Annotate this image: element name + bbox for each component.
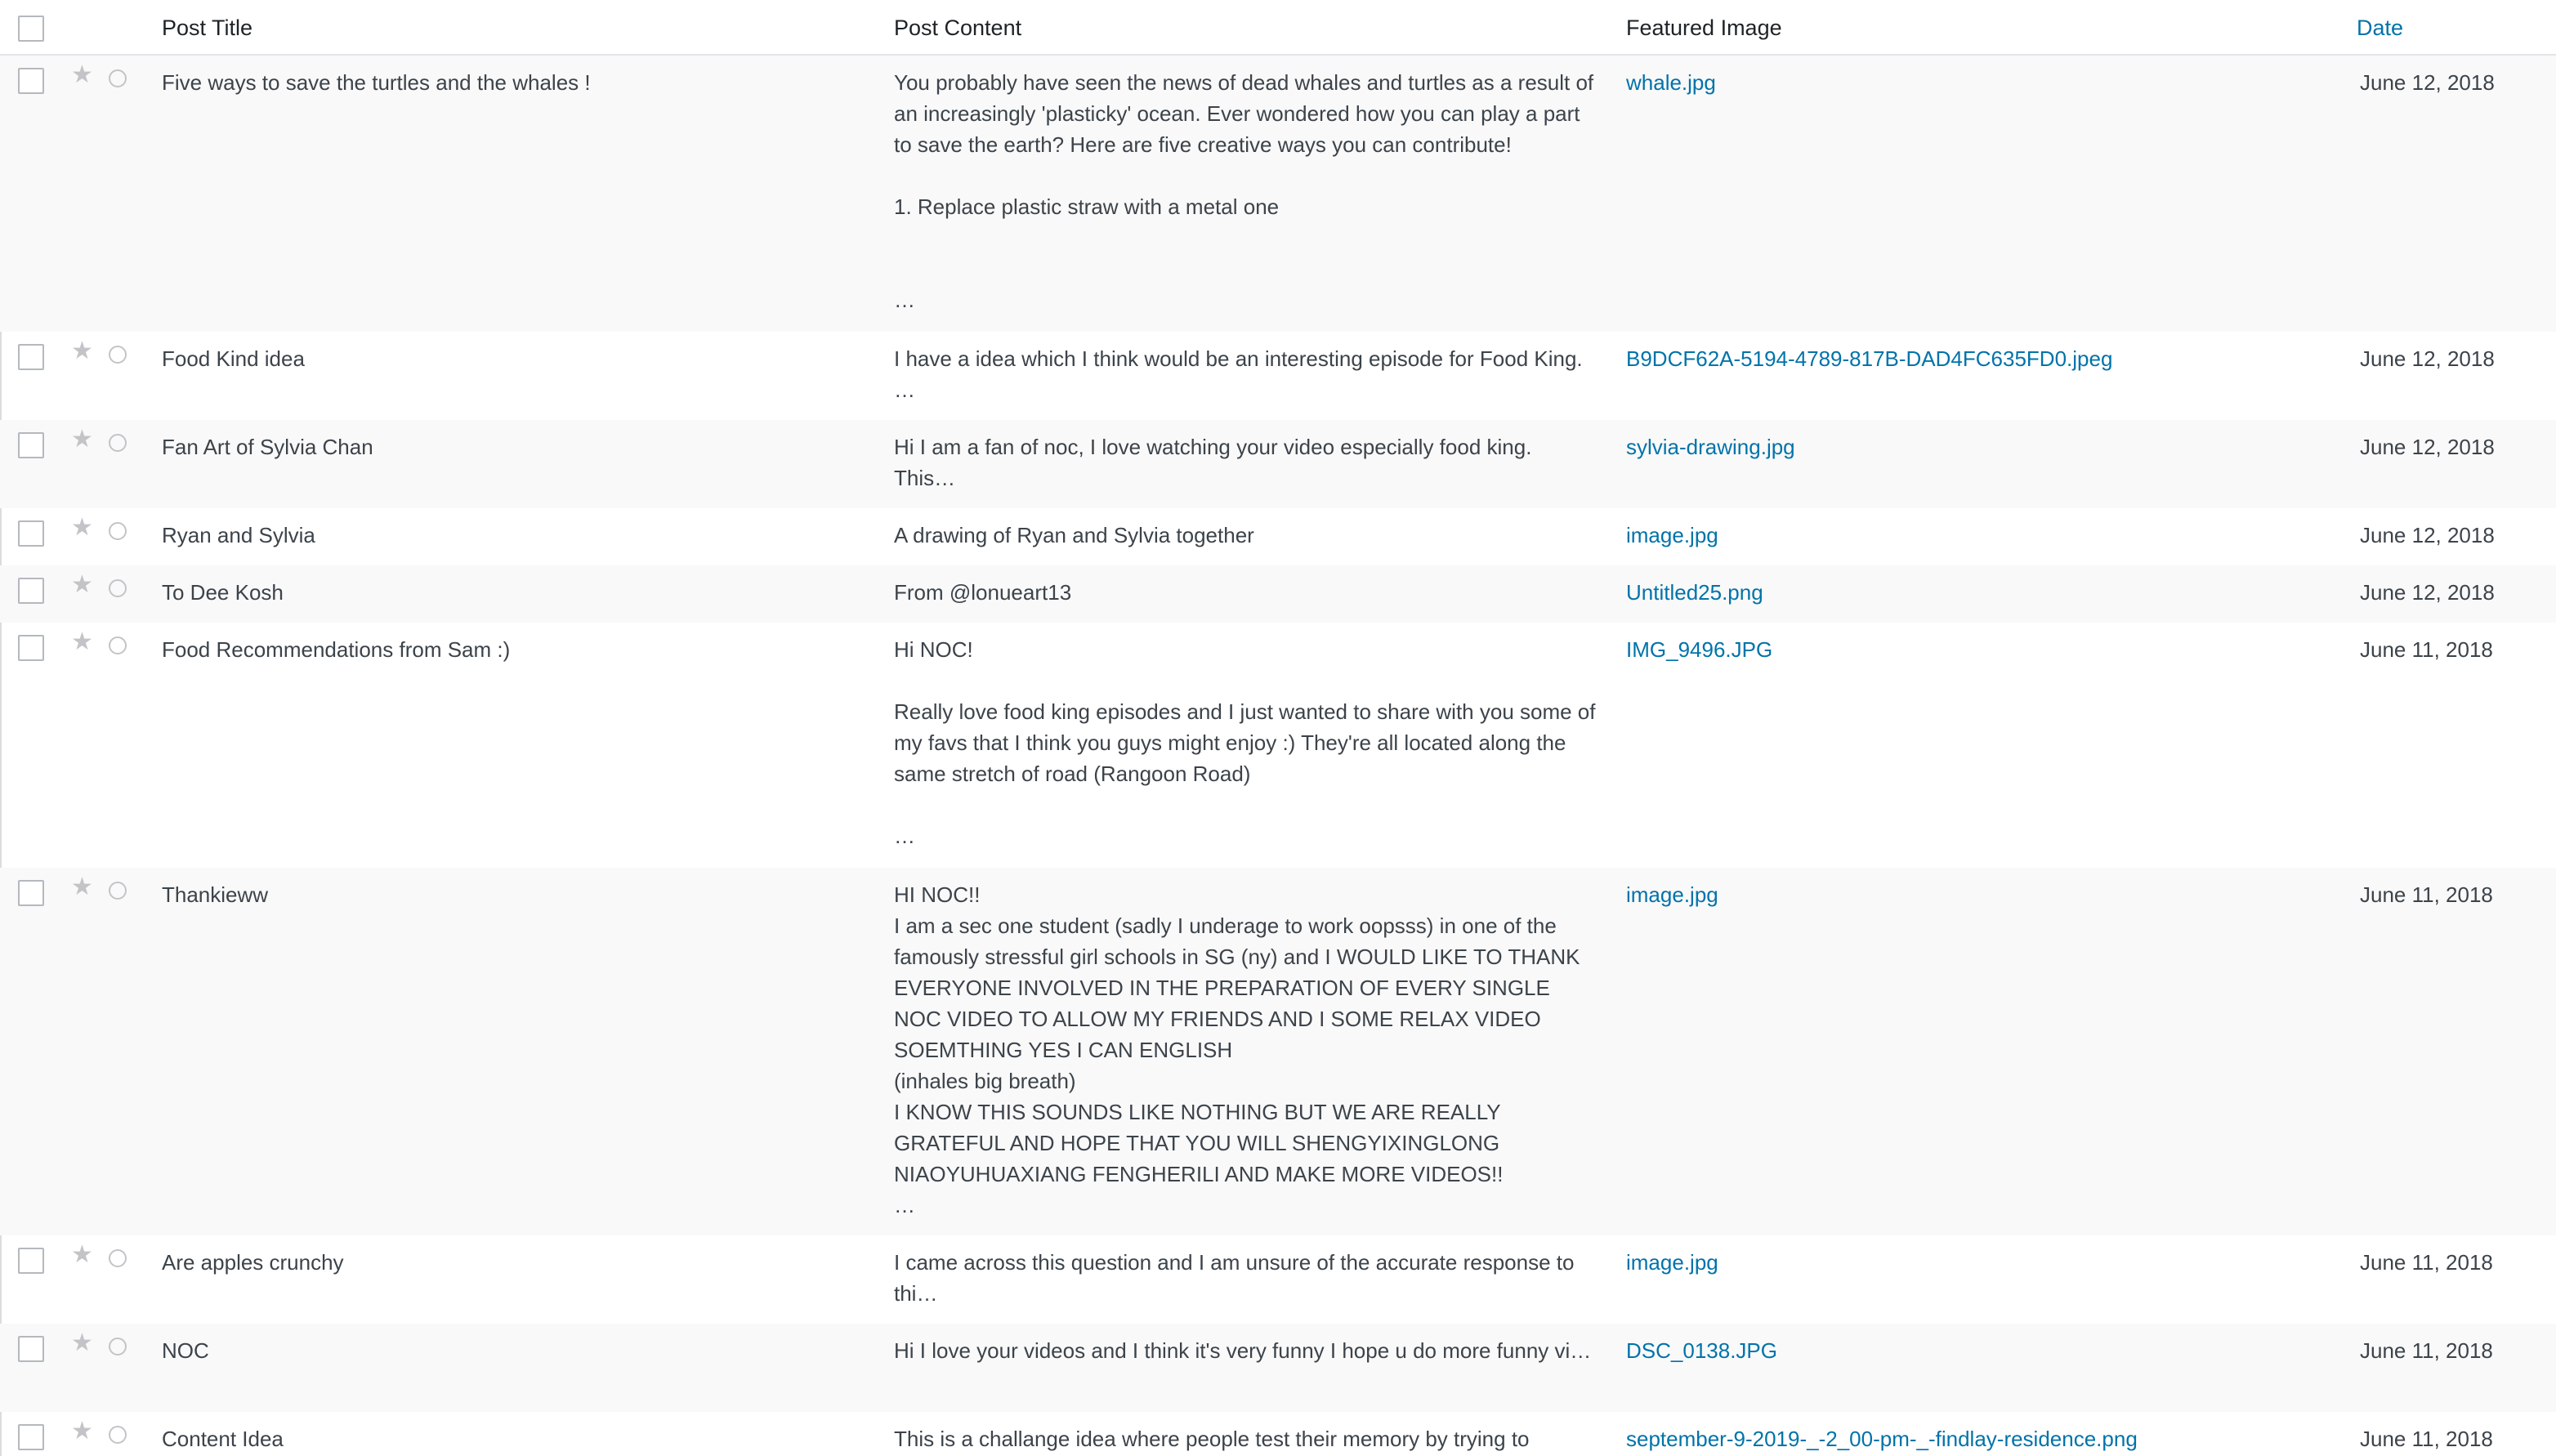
star-icon[interactable]: ★ (71, 628, 93, 655)
column-header-date-sort-link[interactable]: Date (2357, 16, 2404, 40)
table-row (0, 1412, 2556, 1456)
column-header-post-content: Post Content (894, 16, 1022, 40)
featured-image-link[interactable]: image.jpg (1626, 1250, 1718, 1275)
post-content: From @lonueart13 (894, 580, 1072, 605)
post-title: NOC (162, 1338, 209, 1363)
table-row (0, 420, 2556, 508)
circle-icon[interactable] (109, 522, 127, 540)
circle-icon[interactable] (109, 1426, 127, 1444)
circle-icon[interactable] (109, 882, 127, 900)
circle-icon[interactable] (109, 69, 127, 87)
post-content: A drawing of Ryan and Sylvia together (894, 523, 1254, 547)
star-icon[interactable]: ★ (71, 1241, 93, 1268)
post-title: Ryan and Sylvia (162, 523, 315, 547)
row-select-checkbox[interactable] (18, 578, 44, 604)
featured-image-link[interactable]: B9DCF62A-5194-4789-817B-DAD4FC635FD0.jpeg (1626, 346, 2113, 371)
post-title: Are apples crunchy (162, 1250, 344, 1275)
post-date: June 12, 2018 (2360, 523, 2495, 547)
post-date: June 11, 2018 (2360, 1338, 2493, 1363)
star-icon[interactable]: ★ (71, 514, 93, 541)
row-select-checkbox[interactable] (18, 1424, 44, 1450)
post-title: Thankieww (162, 882, 269, 907)
table-row (0, 565, 2556, 623)
post-title: Food Recommendations from Sam :) (162, 637, 511, 662)
star-icon[interactable]: ★ (71, 426, 93, 453)
featured-image-link[interactable]: whale.jpg (1626, 70, 1716, 95)
star-icon[interactable]: ★ (71, 61, 93, 88)
post-date: June 11, 2018 (2360, 637, 2493, 662)
post-date: June 12, 2018 (2360, 580, 2495, 605)
post-date: June 11, 2018 (2360, 1427, 2493, 1451)
post-content: I came across this question and I am unsure of the accurate response to thi… (894, 1250, 1580, 1306)
row-select-checkbox[interactable] (18, 344, 44, 370)
post-title: Food Kind idea (162, 346, 305, 371)
row-select-checkbox[interactable] (18, 635, 44, 661)
post-date: June 12, 2018 (2360, 346, 2495, 371)
table-row (0, 508, 2556, 565)
star-icon[interactable]: ★ (71, 1329, 93, 1356)
featured-image-link[interactable]: Untitled25.png (1626, 580, 1763, 605)
star-icon[interactable]: ★ (71, 337, 93, 364)
table-row (0, 332, 2556, 420)
post-date: June 11, 2018 (2360, 882, 2493, 907)
table-row (0, 1324, 2556, 1412)
row-select-checkbox[interactable] (18, 520, 44, 547)
post-title: To Dee Kosh (162, 580, 284, 605)
featured-image-link[interactable]: sylvia-drawing.jpg (1626, 435, 1795, 459)
post-content: HI NOC!! I am a sec one student (sadly I underage to work oopsss) in one of the famously stressful girl schools in SG (ny) and I WOULD LIKE TO THANK EVERYONE INVOLVED IN THE PREPARATION OF EVERY SINGLE NOC VIDEO TO ALLOW MY FRIENDS AND I SOME RELAX VIDEO SOEMTHING YES I CAN ENGLISH (inhales big breath) I KNOW THIS SOUNDS LIKE NOTHING BUT WE ARE REALLY GRATEFUL AND HOPE THAT YOU WILL SHENGYIXINGLONG NIAOYUHUAXIANG FENGHERILI AND MAKE MORE VIDEOS!! … (894, 882, 1580, 1217)
star-icon[interactable]: ★ (71, 873, 93, 900)
featured-image-link[interactable]: september-9-2019-_-2_00-pm-_-findlay-residence.png (1626, 1427, 2138, 1451)
row-select-checkbox[interactable] (18, 1336, 44, 1362)
featured-image-link[interactable]: DSC_0138.JPG (1626, 1338, 1777, 1363)
post-title: Content Idea (162, 1427, 284, 1451)
featured-image-link[interactable]: IMG_9496.JPG (1626, 637, 1773, 662)
post-content: Hi NOC! Really love food king episodes and I just wanted to share with you some of my favs that I think you guys might enjoy :) They're all located along the same stretch of road (Rangoon Road) … (894, 637, 1596, 848)
featured-image-link[interactable]: image.jpg (1626, 523, 1718, 547)
featured-image-link[interactable]: image.jpg (1626, 882, 1718, 907)
circle-icon[interactable] (109, 1338, 127, 1356)
table-row (0, 623, 2556, 868)
row-select-checkbox[interactable] (18, 432, 44, 458)
star-icon[interactable]: ★ (71, 1418, 93, 1445)
post-content: Hi I love your videos and I think it's very funny I hope u do more funny vi… (894, 1338, 1592, 1363)
table-header (0, 0, 2556, 56)
column-header-featured-image: Featured Image (1626, 16, 1782, 40)
post-content: You probably have seen the news of dead whales and turtles as a result of an increasingly 'plasticky' ocean. Ever wondered how you can play a part to save the earth? Here are five creative ways you can contribute! 1. Replace plastic straw with a metal one … (894, 70, 1594, 312)
circle-icon[interactable] (109, 346, 127, 364)
star-icon[interactable]: ★ (71, 571, 93, 598)
table-row (0, 56, 2556, 332)
circle-icon[interactable] (109, 636, 127, 654)
post-content: Hi I am a fan of noc, I love watching your video especially food king. This… (894, 435, 1538, 490)
row-select-checkbox[interactable] (18, 880, 44, 906)
post-content: This is a challange idea where people test their memory by trying to (894, 1427, 1530, 1451)
post-title: Fan Art of Sylvia Chan (162, 435, 373, 459)
row-select-checkbox[interactable] (18, 68, 44, 94)
column-header-post-title: Post Title (162, 16, 253, 40)
table-row (0, 1235, 2556, 1324)
post-title: Five ways to save the turtles and the whales ! (162, 70, 591, 95)
circle-icon[interactable] (109, 434, 127, 452)
post-date: June 12, 2018 (2360, 70, 2495, 95)
post-date: June 11, 2018 (2360, 1250, 2493, 1275)
circle-icon[interactable] (109, 579, 127, 597)
post-date: June 12, 2018 (2360, 435, 2495, 459)
row-select-checkbox[interactable] (18, 1248, 44, 1274)
circle-icon[interactable] (109, 1249, 127, 1267)
post-content: I have a idea which I think would be an interesting episode for Food King. … (894, 346, 1589, 402)
select-all-checkbox[interactable] (18, 16, 44, 42)
table-row (0, 868, 2556, 1235)
